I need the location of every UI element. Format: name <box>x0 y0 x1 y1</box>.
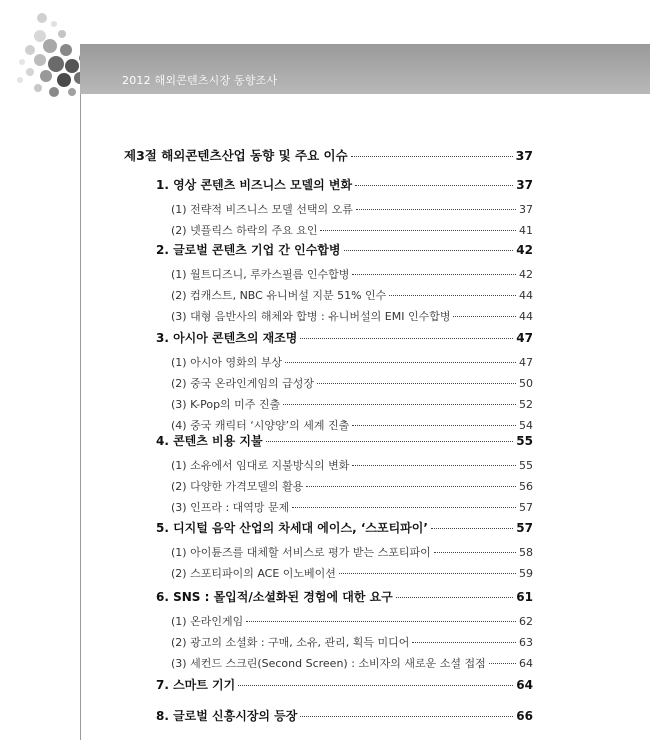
toc-item-label: (1) 소유에서 임대로 지불방식의 변화 <box>171 459 350 472</box>
toc-item-label: (1) 전략적 비즈니스 모델 선택의 오류 <box>171 203 353 216</box>
toc-item-page: 57 <box>519 501 533 514</box>
toc-leader <box>412 642 516 643</box>
toc-leader <box>351 156 513 157</box>
toc-item-page: 55 <box>519 459 533 472</box>
toc-item[interactable] <box>171 396 533 412</box>
header-title: 2012 해외콘텐츠시장 동향조사 <box>122 74 278 87</box>
toc-item-page: 44 <box>519 289 533 302</box>
toc-item-page: 63 <box>519 636 533 649</box>
toc-leader <box>238 685 513 686</box>
toc-leader <box>292 507 516 508</box>
toc-section[interactable] <box>156 329 533 346</box>
toc-item-page: 58 <box>519 546 533 559</box>
toc-item-page: 56 <box>519 480 533 493</box>
toc-leader <box>320 230 516 231</box>
toc-item-label: (2) 광고의 소셜화 : 구매, 소유, 관리, 획득 미디어 <box>171 636 410 649</box>
toc-item[interactable] <box>171 354 533 370</box>
toc-section-label: 4. 콘텐츠 비용 지불 <box>156 434 263 448</box>
toc-section-label: 7. 스마트 기기 <box>156 678 236 692</box>
toc-item-label: (3) 세컨드 스크린(Second Screen) : 소비자의 새로운 소셜 접점 <box>171 657 486 670</box>
toc-leader <box>355 185 513 186</box>
toc-item[interactable] <box>171 565 533 581</box>
toc-section-label: 2. 글로벌 콘텐츠 기업 간 인수합병 <box>156 243 341 257</box>
toc-leader <box>300 716 513 717</box>
toc-section-page: 61 <box>516 590 533 604</box>
toc-leader <box>339 573 516 574</box>
toc-leader <box>431 528 513 529</box>
toc-section-page: 66 <box>516 709 533 723</box>
toc-leader <box>344 250 514 251</box>
toc-section-page: 64 <box>516 678 533 692</box>
toc-leader <box>396 597 514 598</box>
toc-item-page: 37 <box>519 203 533 216</box>
toc-section-label: 5. 디지털 음악 산업의 차세대 에이스, ‘스포티파이’ <box>156 521 428 535</box>
toc-leader <box>300 338 513 339</box>
toc-section[interactable] <box>156 241 533 258</box>
toc-item[interactable] <box>171 634 533 650</box>
toc-section-page: 47 <box>516 331 533 345</box>
toc-item-page: 41 <box>519 224 533 237</box>
toc-item-label: (2) 스포티파이의 ACE 이노베이션 <box>171 567 336 580</box>
toc-item[interactable] <box>171 499 533 515</box>
toc-section[interactable] <box>156 707 533 724</box>
toc-item-page: 44 <box>519 310 533 323</box>
toc-item[interactable] <box>171 417 533 433</box>
toc-leader <box>489 663 516 664</box>
toc-section-label: 1. 영상 콘텐츠 비즈니스 모델의 변화 <box>156 178 353 192</box>
toc-leader <box>306 486 516 487</box>
toc-leader <box>283 404 516 405</box>
toc-item-label: (4) 중국 캐릭터 ‘시양양’의 세계 진출 <box>171 419 350 432</box>
toc-section-label: 6. SNS : 몰입적/소셜화된 경험에 대한 요구 <box>156 590 393 604</box>
toc-item[interactable] <box>171 222 533 238</box>
toc-item-page: 52 <box>519 398 533 411</box>
toc-item-label: (3) K-Pop의 미주 진출 <box>171 398 281 411</box>
toc-section[interactable] <box>156 588 533 605</box>
toc-item[interactable] <box>171 287 533 303</box>
toc-item[interactable] <box>171 655 533 671</box>
toc-section-label: 8. 글로벌 신흥시장의 등장 <box>156 709 298 723</box>
toc-item[interactable] <box>171 308 533 324</box>
toc-item-page: 50 <box>519 377 533 390</box>
toc-item-label: (1) 아이튠즈를 대체할 서비스로 평가 받는 스포티파이 <box>171 546 431 559</box>
toc-leader <box>434 552 516 553</box>
toc-section-page: 55 <box>516 434 533 448</box>
toc-item[interactable] <box>171 201 533 217</box>
toc-item-page: 59 <box>519 567 533 580</box>
toc-section[interactable] <box>156 432 533 449</box>
toc-item-label: (2) 중국 온라인게임의 급성장 <box>171 377 314 390</box>
toc-item-page: 42 <box>519 268 533 281</box>
toc-item-page: 64 <box>519 657 533 670</box>
toc-chapter-label: 제3절 해외콘텐츠산업 동향 및 주요 이슈 <box>124 148 348 163</box>
toc-item[interactable] <box>171 613 533 629</box>
toc-section[interactable] <box>156 519 533 536</box>
toc-item-label: (3) 대형 음반사의 해체와 합병 : 유니버설의 EMI 인수합병 <box>171 310 451 323</box>
toc-item-label: (1) 월트디즈니, 루카스필름 인수합병 <box>171 268 350 281</box>
toc-item-page: 54 <box>519 419 533 432</box>
toc-item[interactable] <box>171 457 533 473</box>
toc-item-page: 62 <box>519 615 533 628</box>
toc-item[interactable] <box>171 375 533 391</box>
toc-leader <box>389 295 516 296</box>
toc-leader <box>266 441 514 442</box>
toc-section-page: 42 <box>516 243 533 257</box>
toc-item-label: (2) 다양한 가격모델의 활용 <box>171 480 304 493</box>
toc-item-label: (1) 아시아 영화의 부상 <box>171 356 283 369</box>
toc-section[interactable] <box>156 676 533 693</box>
toc-leader <box>453 316 516 317</box>
toc-leader <box>285 362 516 363</box>
toc-leader <box>352 465 516 466</box>
toc-item-label: (1) 온라인게임 <box>171 615 244 628</box>
toc-leader <box>352 274 516 275</box>
toc-item-page: 47 <box>519 356 533 369</box>
toc-chapter[interactable] <box>124 146 533 164</box>
toc-leader <box>246 621 516 622</box>
toc-item-label: (2) 컴캐스트, NBC 유니버설 지분 51% 인수 <box>171 289 387 302</box>
toc-section-page: 37 <box>516 178 533 192</box>
toc-item[interactable] <box>171 544 533 560</box>
toc-item[interactable] <box>171 478 533 494</box>
toc-item[interactable] <box>171 266 533 282</box>
toc-chapter-page: 37 <box>515 148 533 163</box>
toc-leader <box>356 209 516 210</box>
toc-item-label: (2) 넷플릭스 하락의 주요 요인 <box>171 224 318 237</box>
toc-section-page: 57 <box>516 521 533 535</box>
toc-section[interactable] <box>156 176 533 193</box>
toc-item-label: (3) 인프라 : 대역망 문제 <box>171 501 290 514</box>
toc-section-label: 3. 아시아 콘텐츠의 재조명 <box>156 331 298 345</box>
toc-leader <box>317 383 516 384</box>
toc-leader <box>352 425 516 426</box>
